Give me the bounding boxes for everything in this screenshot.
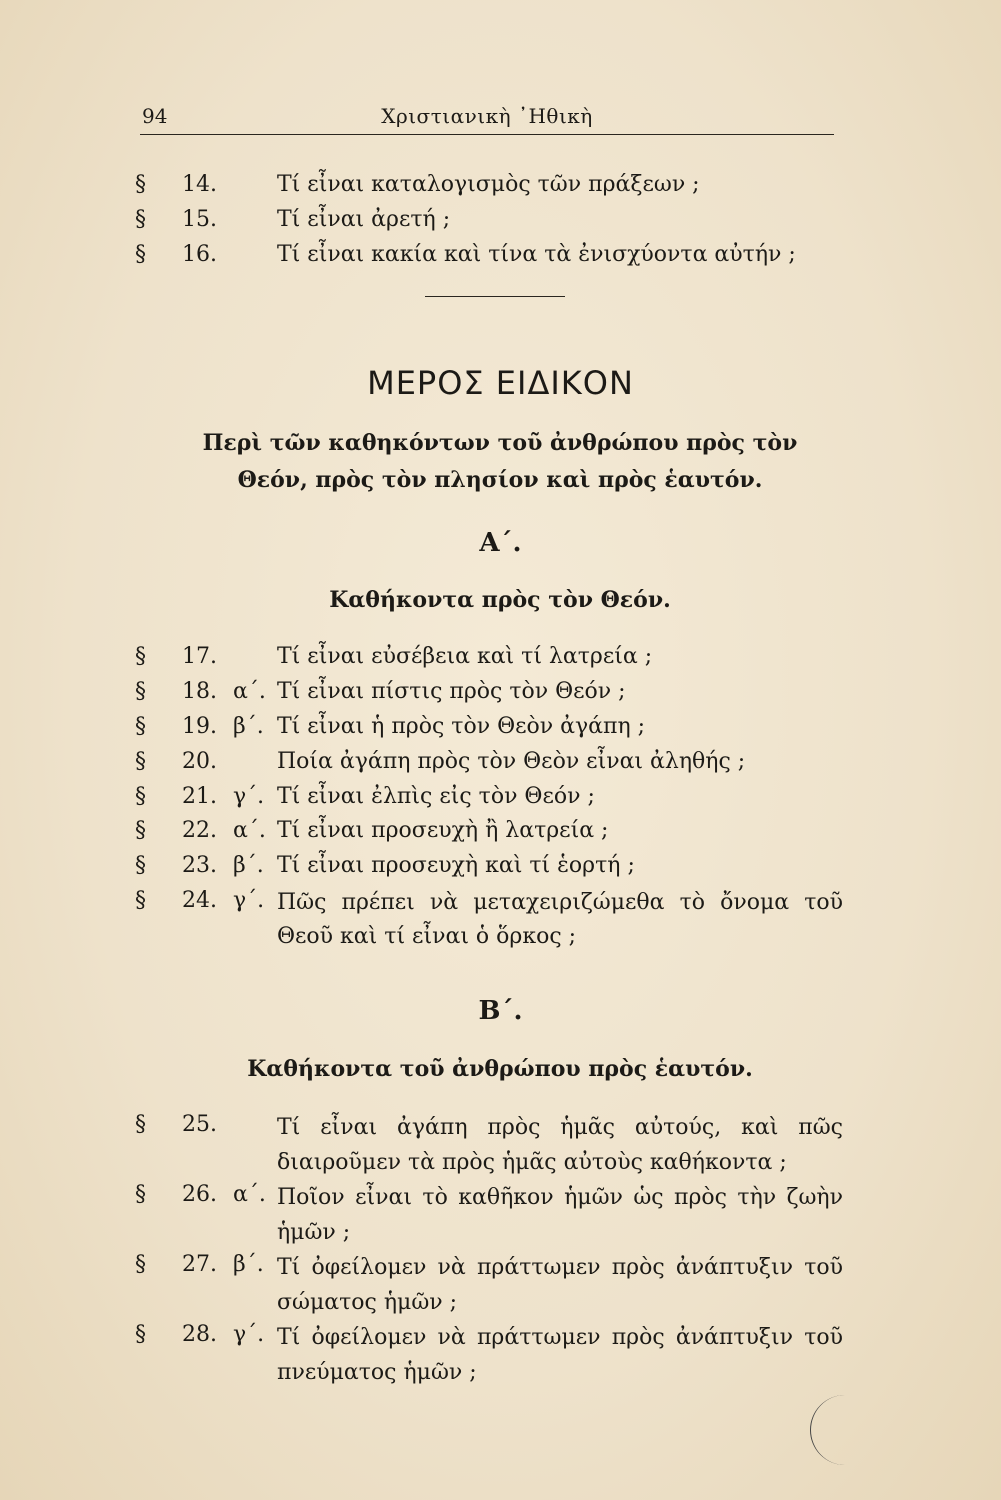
part-title: ΜΕΡΟΣ ΕΙΔΙΚΟΝ: [367, 364, 634, 402]
entry-number: 22.: [182, 818, 217, 843]
section-symbol: §: [135, 1182, 146, 1207]
entry-text: Τί εἶναι ἀγάπη πρὸς ἡμᾶς αὐτούς, καὶ πῶς διαιροῦμεν τὰ πρὸς ἡμᾶς αὐτοὺς καθήκοντα ;: [277, 1115, 843, 1175]
entry-sub: α΄.: [233, 818, 266, 843]
section-symbol: §: [135, 853, 146, 878]
entry-text: Τί εἶναι ἀρετή ;: [277, 207, 451, 232]
entry-number: 23.: [182, 853, 217, 878]
section-symbol: §: [135, 818, 146, 843]
section-symbol: §: [135, 207, 146, 232]
entry-number: 15.: [182, 207, 217, 232]
page-header: [140, 100, 834, 135]
entry-text: Τί εἶναι πίστις πρὸς τὸν Θεόν ;: [277, 679, 626, 704]
section-b-title: Καθήκοντα τοῦ ἀνθρώπου πρὸς ἑαυτόν.: [247, 1056, 753, 1082]
entry-text: Τί εἶναι κακία καὶ τίνα τὰ ἐνισχύοντα αὐτήν ;: [277, 242, 796, 267]
section-symbol: §: [135, 679, 146, 704]
entry-number: 16.: [182, 242, 217, 267]
entry-number: 20.: [182, 749, 217, 774]
section-symbol: §: [135, 784, 146, 809]
pencil-mark: [810, 1395, 851, 1465]
section-symbol: §: [135, 1252, 146, 1277]
page-number: 94: [142, 104, 168, 128]
section-symbol: §: [135, 1322, 146, 1347]
entry-text: Τί εἶναι εὐσέβεια καὶ τί λατρεία ;: [277, 644, 653, 669]
entry-sub: α΄.: [233, 1182, 266, 1207]
section-symbol: §: [135, 1112, 146, 1137]
part-subtitle-line1: Περὶ τῶν καθηκόντων τοῦ ἀνθρώπου πρὸς τὸν: [202, 430, 798, 456]
section-symbol: §: [135, 749, 146, 774]
section-symbol: §: [135, 644, 146, 669]
entry-text: Πῶς πρέπει νὰ μεταχειριζώμεθα τὸ ὄνομα τοῦ Θεοῦ καὶ τί εἶναι ὁ ὅρκος ;: [277, 890, 843, 949]
entry-text: Ποῖον εἶναι τὸ καθῆκον ἡμῶν ὡς πρὸς τὴν ζωὴν ἡμῶν ;: [277, 1185, 843, 1245]
entry-sub: γ΄.: [233, 784, 265, 809]
entry-sub: β΄.: [233, 1252, 264, 1277]
entry-text: Τί ὀφείλομεν νὰ πράττωμεν πρὸς ἀνάπτυξιν τοῦ πνεύματος ἡμῶν ;: [277, 1325, 843, 1385]
entry-text: Ποία ἀγάπη πρὸς τὸν Θεὸν εἶναι ἀληθής ;: [277, 749, 746, 774]
entry-number: 24.: [182, 888, 217, 913]
entry-sub: γ΄.: [233, 1322, 265, 1347]
entry-text: Τί ὀφείλομεν νὰ πράττωμεν πρὸς ἀνάπτυξιν τοῦ σώματος ἡμῶν ;: [277, 1255, 843, 1315]
section-symbol: §: [135, 714, 146, 739]
entry-number: 26.: [182, 1182, 217, 1207]
entry-text: Τί εἶναι ἡ πρὸς τὸν Θεὸν ἀγάπη ;: [277, 714, 646, 739]
section-a-letter: Α΄.: [479, 528, 522, 558]
entry-sub: α΄.: [233, 679, 266, 704]
section-a-title: Καθήκοντα πρὸς τὸν Θεόν.: [329, 587, 671, 613]
section-b-letter: Β΄.: [478, 996, 523, 1026]
entry-sub: γ΄.: [233, 888, 265, 913]
entry-number: 18.: [182, 679, 217, 704]
entry-text: Τί εἶναι ἐλπὶς εἰς τὸν Θεόν ;: [277, 784, 595, 809]
entry-number: 25.: [182, 1112, 217, 1137]
entry-text: Τί εἶναι καταλογισμὸς τῶν πράξεων ;: [277, 172, 700, 197]
section-symbol: §: [135, 888, 146, 913]
entry-text: Τί εἶναι προσευχὴ καὶ τί ἑορτή ;: [277, 853, 635, 878]
entry-number: 14.: [182, 172, 217, 197]
entry-number: 17.: [182, 644, 217, 669]
entry-sub: β΄.: [233, 714, 264, 739]
entry-number: 27.: [182, 1252, 217, 1277]
running-title: Χριστιανικὴ ᾿Ηθικὴ: [381, 104, 593, 128]
divider-rule: [425, 296, 565, 297]
entry-text: Τί εἶναι προσευχὴ ἢ λατρεία ;: [277, 818, 609, 843]
section-symbol: §: [135, 242, 146, 267]
entry-number: 21.: [182, 784, 217, 809]
entry-number: 19.: [182, 714, 217, 739]
part-subtitle-line2: Θεόν, πρὸς τὸν πλησίον καὶ πρὸς ἑαυτόν.: [237, 467, 763, 493]
entry-number: 28.: [182, 1322, 217, 1347]
entry-sub: β΄.: [233, 853, 264, 878]
section-symbol: §: [135, 172, 146, 197]
